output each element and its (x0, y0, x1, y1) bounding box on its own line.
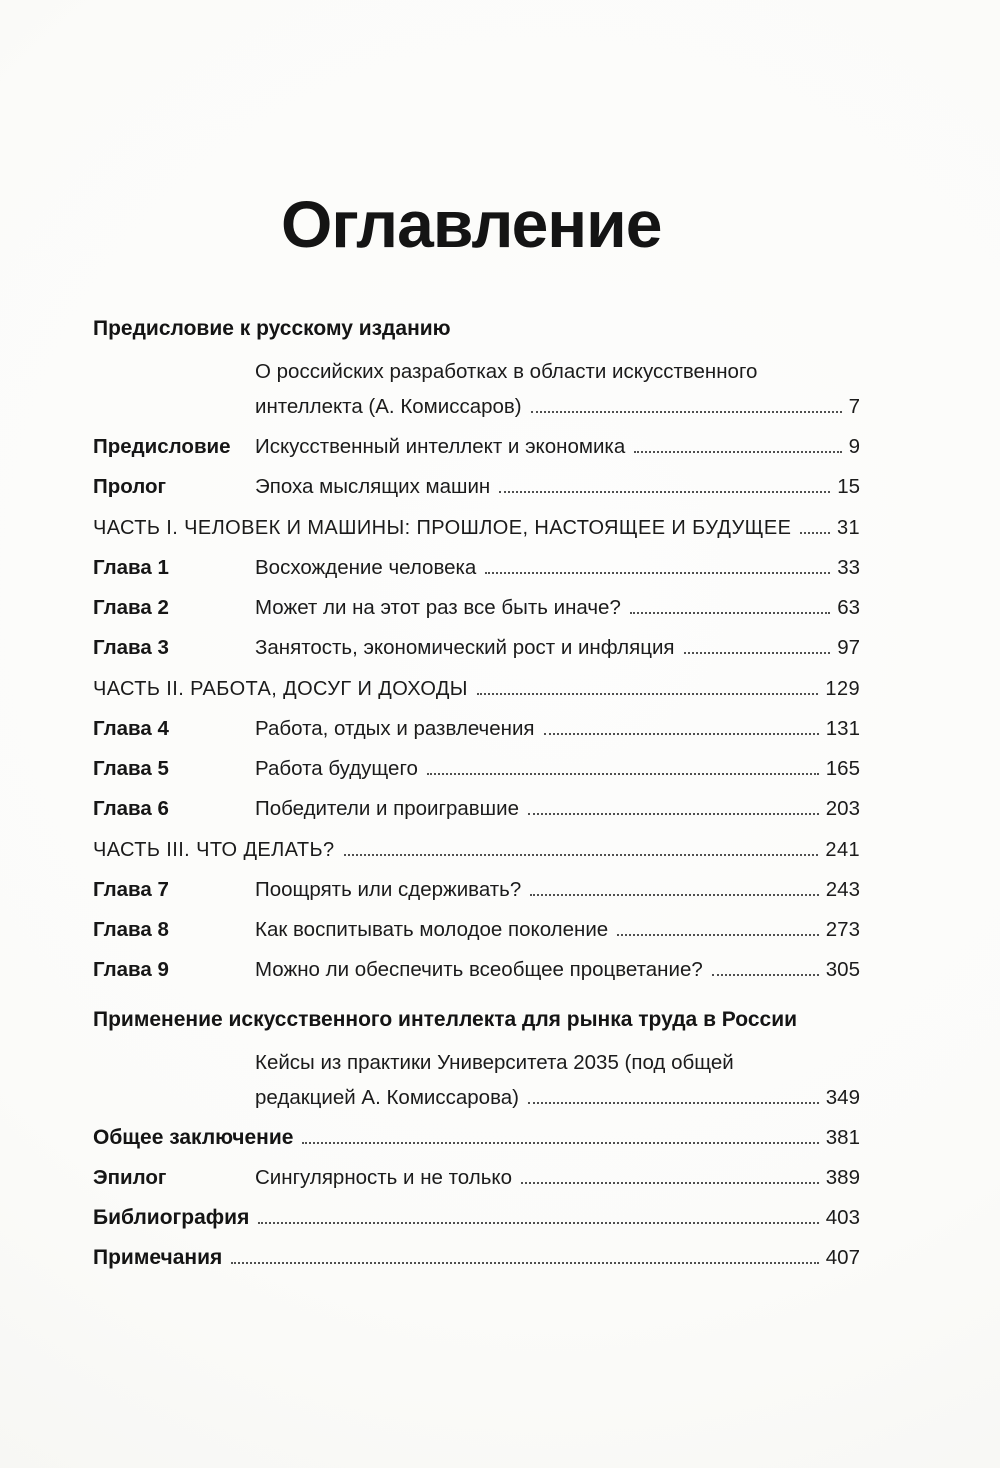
toc-entry-title: Работа будущего (255, 757, 418, 780)
toc-part-title: ЧАСТЬ III. ЧТО ДЕЛАТЬ? (93, 839, 335, 861)
toc-section-heading (93, 316, 860, 342)
page-title: Оглавление (281, 187, 662, 261)
dot-leader (499, 489, 830, 493)
toc-entry (93, 917, 860, 943)
toc-entry-label: Глава 9 (93, 958, 169, 981)
dot-leader (634, 449, 841, 453)
toc-entry-title-line2: редакцией А. Комиссарова) (255, 1086, 519, 1109)
page-number: 7 (848, 395, 860, 418)
toc-entry-label: Предисловие (93, 435, 231, 458)
toc-entry (93, 957, 860, 983)
toc-entry-title: Сингулярность и не только (255, 1166, 512, 1189)
toc-entry (93, 1245, 860, 1271)
page-number: 31 (836, 517, 860, 539)
dot-leader (427, 771, 819, 775)
toc-entry (93, 716, 860, 742)
dot-leader (617, 932, 819, 936)
page-number: 63 (837, 596, 860, 619)
dot-leader (231, 1260, 819, 1264)
toc-entry-label: Глава 6 (93, 797, 169, 820)
toc-entry-title-line1: О российских разработках в области искусственного (255, 360, 758, 383)
page-number: 389 (825, 1166, 860, 1189)
toc-entry-label: Глава 2 (93, 596, 169, 619)
page-number: 203 (825, 797, 860, 820)
toc-entry (93, 394, 860, 420)
toc-entry-title: Занятость, экономический рост и инфляция (255, 636, 675, 659)
page-number: 97 (837, 636, 860, 659)
dot-leader (302, 1140, 818, 1144)
toc-entry-label: Библиография (93, 1206, 250, 1229)
page-number: 407 (825, 1246, 860, 1269)
toc-entry (93, 474, 860, 500)
toc-entry-label: Глава 1 (93, 556, 169, 579)
page-number: 15 (837, 475, 860, 498)
page-number: 241 (825, 839, 860, 861)
page-number: 129 (825, 678, 860, 700)
dot-leader (485, 570, 830, 574)
page-number: 381 (825, 1126, 860, 1149)
toc-entry-label: Пролог (93, 475, 167, 498)
page-number: 273 (825, 918, 860, 941)
dot-leader (528, 1100, 819, 1104)
page-number: 349 (825, 1086, 860, 1109)
dot-leader (258, 1220, 818, 1224)
toc-entry (93, 756, 860, 782)
page-number: 403 (825, 1206, 860, 1229)
toc-entry-label: Глава 8 (93, 918, 169, 941)
toc-entry (93, 595, 860, 621)
toc-entry-title: Поощрять или сдерживать? (255, 878, 522, 901)
toc-entry (93, 359, 860, 385)
dot-leader (712, 972, 819, 976)
toc-entry (93, 1125, 860, 1151)
toc-entry-label: Глава 7 (93, 878, 169, 901)
toc-entry-label: Общее заключение (93, 1126, 294, 1149)
dot-leader (684, 650, 831, 654)
toc-part-heading (93, 515, 860, 541)
toc-entry-title: Может ли на этот раз все быть иначе? (255, 596, 621, 619)
toc-entry-title: Победители и проигравшие (255, 797, 519, 820)
toc-entry (93, 1165, 860, 1191)
toc-entry-label: Примечания (93, 1246, 223, 1269)
dot-leader (531, 409, 842, 413)
toc-entry-title: Можно ли обеспечить всеобщее процветание? (255, 958, 703, 981)
dot-leader (530, 892, 819, 896)
toc-part-heading (93, 676, 860, 702)
toc-entry-title-line2: интеллекта (А. Комиссаров) (255, 395, 522, 418)
dot-leader (630, 610, 830, 614)
dot-leader (477, 691, 819, 695)
dot-leader (544, 731, 819, 735)
toc-entry-label: Эпилог (93, 1166, 167, 1189)
toc-part-title: ЧАСТЬ I. ЧЕЛОВЕК И МАШИНЫ: ПРОШЛОЕ, НАСТОЯЩЕЕ И БУДУЩЕЕ (93, 517, 792, 539)
toc-entry (93, 877, 860, 903)
toc-heading-text: Применение искусственного интеллекта для рынка труда в России (93, 1008, 798, 1031)
dot-leader (521, 1180, 819, 1184)
toc-part-heading (93, 837, 860, 863)
toc-part-title: ЧАСТЬ II. РАБОТА, ДОСУГ И ДОХОДЫ (93, 678, 468, 700)
dot-leader (528, 811, 819, 815)
page-number: 131 (825, 717, 860, 740)
dot-leader (344, 852, 819, 856)
page-number: 165 (825, 757, 860, 780)
toc-entry-title: Как воспитывать молодое поколение (255, 918, 609, 941)
page-number: 9 (848, 435, 860, 458)
toc-entry-title: Эпоха мыслящих машин (255, 475, 491, 498)
toc-entry (93, 1050, 860, 1076)
page-number: 305 (825, 958, 860, 981)
toc-entry-title: Искусственный интеллект и экономика (255, 435, 626, 458)
toc-entry (93, 635, 860, 661)
toc-entry-label: Глава 5 (93, 757, 169, 780)
dot-leader (800, 530, 830, 534)
toc-entry-label: Глава 4 (93, 717, 169, 740)
toc-section-heading (93, 1007, 860, 1033)
toc-entry-label: Глава 3 (93, 636, 169, 659)
toc-entry (93, 555, 860, 581)
toc-entry (93, 796, 860, 822)
toc-entry (93, 1205, 860, 1231)
toc-entry-title-line1: Кейсы из практики Университета 2035 (под общей (255, 1051, 734, 1074)
page-number: 243 (825, 878, 860, 901)
toc-entry (93, 1085, 860, 1111)
toc-entry-title: Работа, отдых и развлечения (255, 717, 535, 740)
toc-heading-text: Предисловие к русскому изданию (93, 317, 451, 340)
page-number: 33 (837, 556, 860, 579)
toc-entry (93, 434, 860, 460)
toc-entry-title: Восхождение человека (255, 556, 477, 579)
